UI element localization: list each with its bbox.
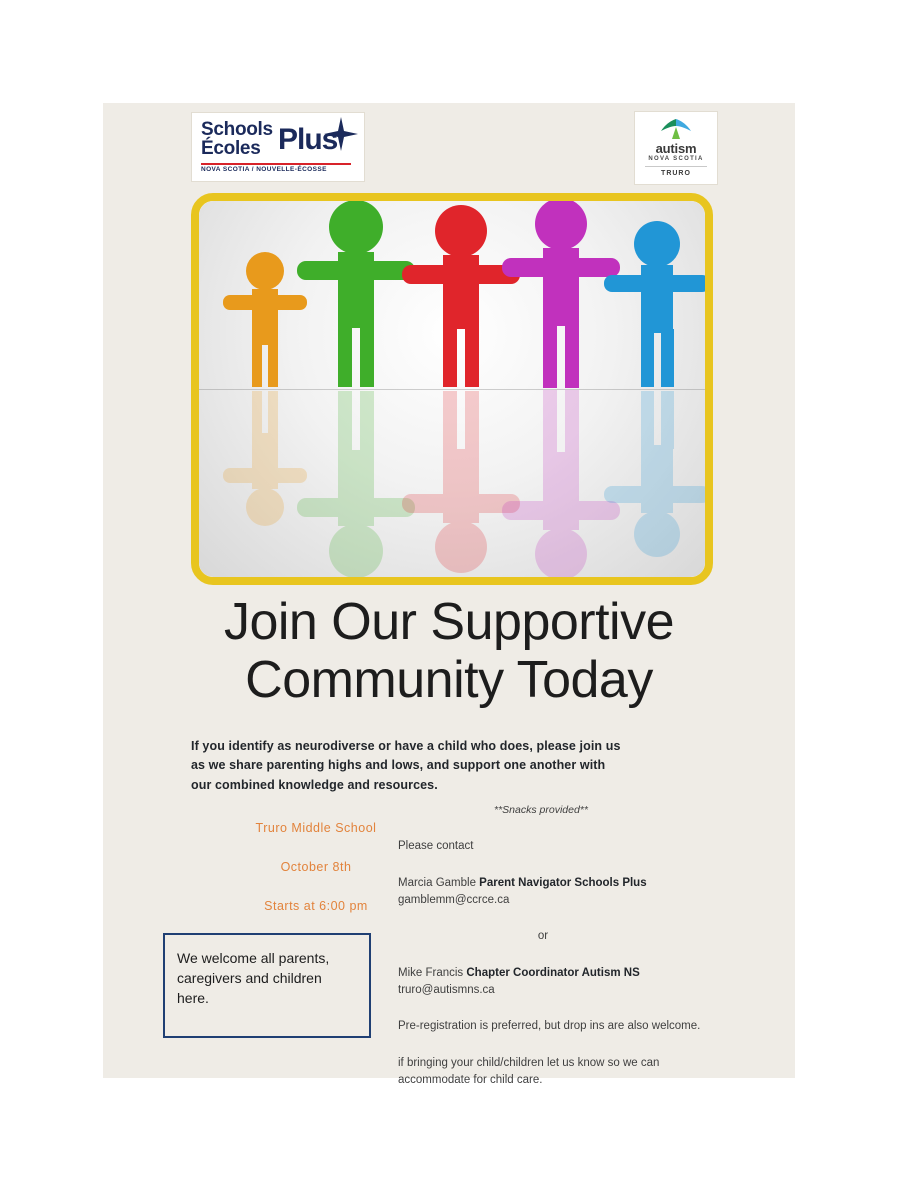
contact-person-2 xyxy=(398,965,728,998)
please-contact-label: Please contact xyxy=(398,840,474,853)
logo-row xyxy=(103,103,795,188)
schoolsplus-subtitle: NOVA SCOTIA / NOUVELLE-ÉCOSSE xyxy=(201,166,327,173)
schoolsplus-plus: Plus xyxy=(278,123,338,156)
contact-2-email[interactable]: truro@autismns.ca xyxy=(398,983,495,996)
contact-1-role: Parent Navigator Schools Plus xyxy=(479,876,647,889)
page-title: Join Our Supportive Community Today xyxy=(223,593,675,710)
schoolsplus-rule xyxy=(201,163,351,165)
event-date: October 8th xyxy=(280,860,352,874)
schoolsplus-line2: Écoles xyxy=(201,138,261,159)
autism-name: autism xyxy=(655,141,697,156)
paper-person-blue-reflection xyxy=(601,389,705,559)
schoolsplus-line1: Schools xyxy=(201,119,273,140)
autism-chapter: TRURO xyxy=(661,170,691,177)
intro-paragraph: If you identify as neurodiverse or have a child who does, please join us as we share parenting highs and lows, and support one another with our combined knowledge and resources. xyxy=(191,739,621,792)
contact-2-name: Mike Francis xyxy=(398,966,467,979)
paper-person-blue xyxy=(601,219,705,389)
contact-section xyxy=(398,803,728,1108)
autism-divider xyxy=(645,166,707,167)
schoolsplus-wordmark xyxy=(201,120,273,158)
registration-note: Pre-registration is preferred, but drop ins are also welcome. xyxy=(398,1020,701,1033)
autism-pinwheel-icon xyxy=(635,117,717,141)
childcare-note: if bringing your child/children let us know so we can accommodate for child care. xyxy=(398,1056,660,1086)
contact-1-name: Marcia Gamble xyxy=(398,876,480,889)
four-point-star-icon xyxy=(324,117,358,151)
illustration-canvas xyxy=(199,201,705,577)
snacks-note: **Snacks provided** xyxy=(494,804,588,816)
event-time: Starts at 6:00 pm xyxy=(264,899,368,913)
contact-2-role: Chapter Coordinator Autism NS xyxy=(466,966,640,979)
contact-1-email[interactable]: gamblemm@ccrce.ca xyxy=(398,893,510,906)
welcome-box: We welcome all parents, caregivers and children here. xyxy=(163,933,371,1038)
contact-or: or xyxy=(537,930,549,943)
event-location: Truro Middle School xyxy=(255,821,377,835)
paper-chain-people-illustration xyxy=(191,193,713,585)
contact-person-1 xyxy=(398,875,728,908)
schoolsplus-logo xyxy=(191,112,365,182)
autism-province: NOVA SCOTIA xyxy=(648,156,704,162)
autism-ns-logo xyxy=(634,111,718,185)
poster-sheet xyxy=(103,103,795,1086)
